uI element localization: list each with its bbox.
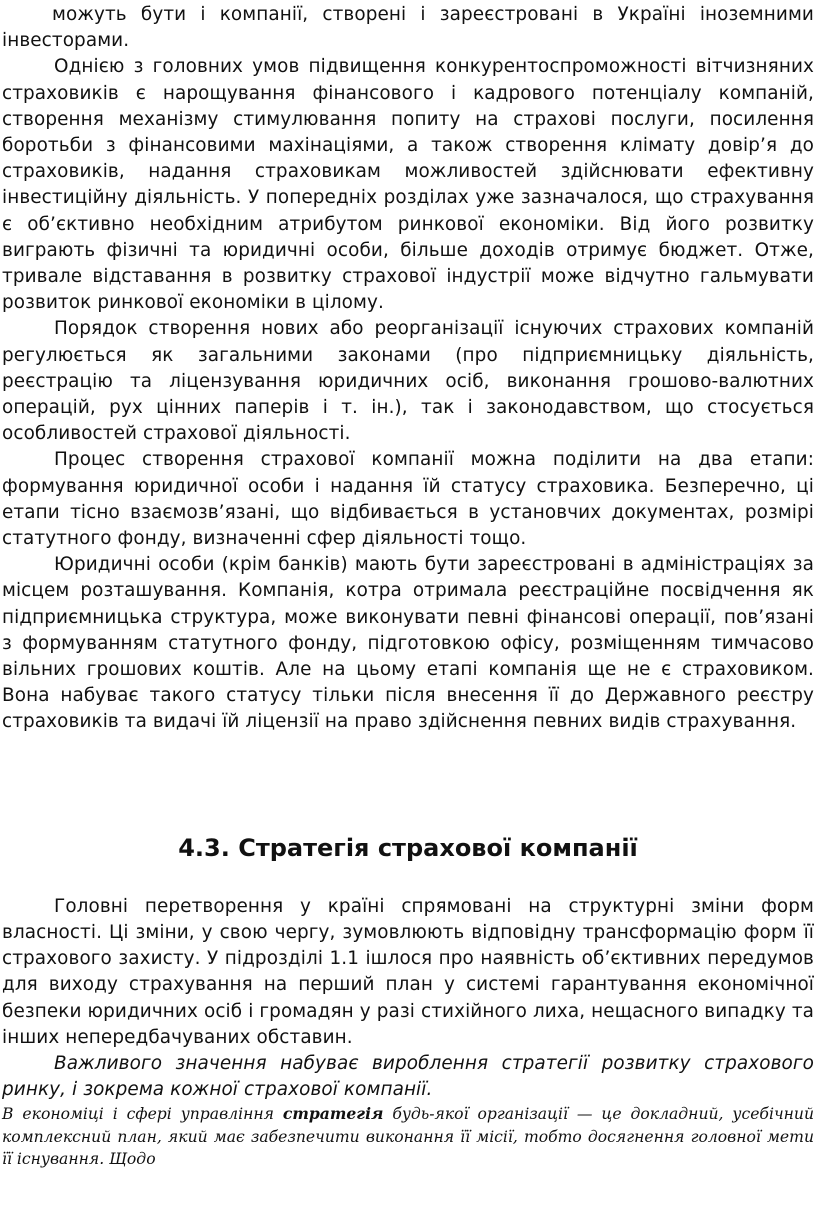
paragraph-investors: можуть бути і компанії, створені і зареєстровані в Україні іноземними інвесторами. <box>2 4 814 52</box>
definition-term: стратегія <box>282 1104 384 1124</box>
paragraph-registration: Юридичні особи (крім банків) мають бути зареєстровані в адміністраціях за місцем розташування. Компанія, котра отримала реєстраційне посвідчення як підприємницька структура, може виконувати певні фінансові операції, пов’язані з формуванням статутного фонду, підготовкою офісу, розміщенням тимчасово вільних грошових коштів. Але на цьому етапі компанія ще не є страховиком. Вона набуває такого статусу тільки після внесення її до Державного реєстру страховиків та видачі їй ліцензії на право здійснення певних видів страхування. <box>2 554 814 733</box>
paragraph-competitiveness: Однією з головних умов підвищення конкурентоспроможності вітчизняних страховиків є нарощування фінансового і кадрового потенціалу компаній, створення механізму стимулювання попиту на страхові послуги, посилення боротьби з фінансовими махінаціями, а також створення клімату довір’я до страховиків, надання страховикам можливостей здійснювати ефективну інвестиційну діяльність. У попередніх розділах уже зазначалося, що страхування є об’єктивно необхідним атрибутом ринкової економіки. Від його розвитку виграють фізичні та юридичні особи, більше доходів отримує бюджет. Отже, тривале відставання в розвитку страхової індустрії може відчутно гальмувати розвиток ринкової економіки в цілому. <box>2 56 814 314</box>
definition-body: будь-якої організації — це докладний, усебічний комплексний план, який має забезпечити виконання її місії, тобто досягнення головної мети її існування. Щодо <box>2 1105 814 1169</box>
definition-lead: В економіці і сфері управління <box>2 1105 283 1124</box>
paragraph-transformations: Головні перетворення у країні спрямовані на структурні зміни форм власності. Ці зміни, у свою чергу, зумовлюють відповідну трансформацію форм її страхового захисту. У підрозділі 1.1 ішлося про наявність об’єктивних передумов для виходу страхування на перший план у системі гарантування економічної безпеки юридичних осіб і громадян у разі стихійного лиха, нещасного випадку та інших непередбачуваних обставин. <box>2 895 814 1048</box>
section-heading: 4.3. Стратегія страхової компанії <box>178 833 638 862</box>
paragraph-strategy-definition <box>2 1103 814 1170</box>
paragraph-strategy-importance: Важливого значення набуває вироблення стратегії розвитку страхового ринку, і зокрема кожної страхової компанії. <box>2 1052 814 1101</box>
paragraph-regulation: Порядок створення нових або реорганізації існуючих страхових компаній регулюється як загальними законами (про підприємницьку діяльність, реєстрацію та ліцензування юридичних осіб, виконання грошово-валютних операцій, рух цінних паперів і т. ін.), так і законодавством, що стосується особливостей страхової діяльності. <box>2 318 814 445</box>
paragraph-creation-stages: Процес створення страхової компанії можна поділити на два етапи: формування юридичної особи і надання їй статусу страховика. Безперечно, ці етапи тісно взаємозв’язані, що відбивається в установчих документах, розмірі статутного фонду, визначенні сфер діяльності тощо. <box>2 449 814 550</box>
